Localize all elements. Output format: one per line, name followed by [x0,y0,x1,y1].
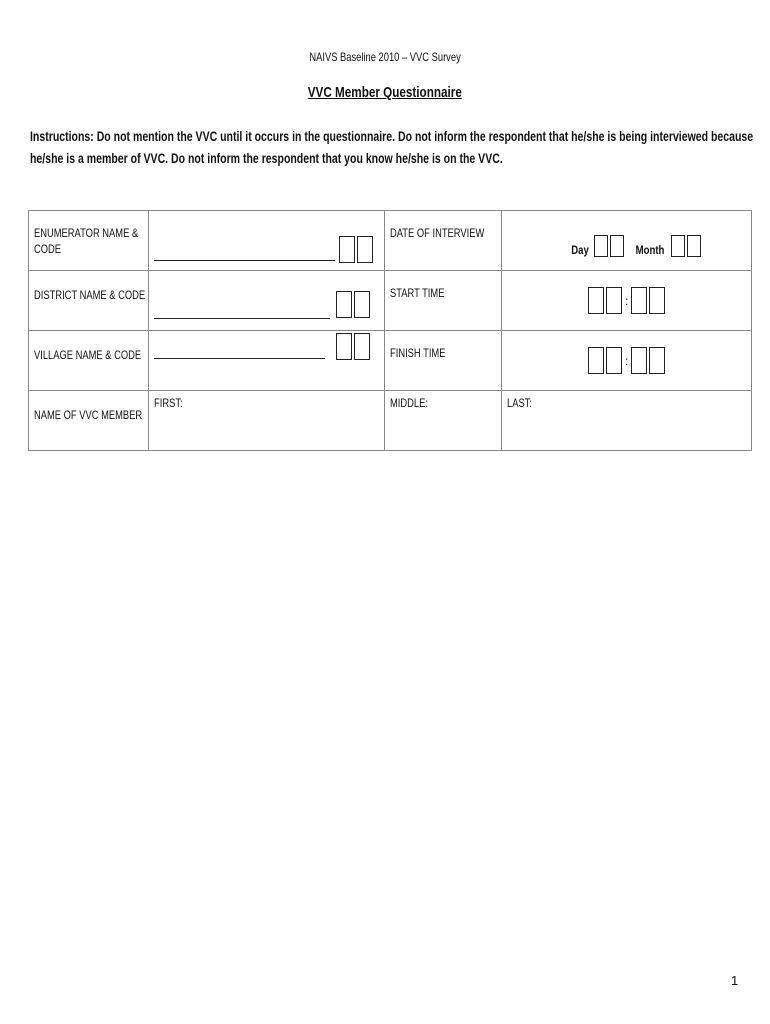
enumerator-label-line2: CODE [34,242,62,256]
finish-time-boxes [588,347,667,374]
finish-time-separator: : [625,353,629,368]
start-time-label [390,285,460,301]
page-title [0,84,770,101]
title-text: VVC Member Questionnaire [307,84,463,101]
header-text: NAIVS Baseline 2010 – VVC Survey [309,50,461,64]
last-name-label [507,395,539,411]
start-hour-digit-2[interactable] [606,287,622,314]
date-label-text: DATE OF INTERVIEW [390,226,485,240]
first-name-label [154,395,191,411]
start-hour-digit-1[interactable] [588,287,604,314]
form-row-enumerator [29,211,752,271]
enumerator-code-boxes [339,236,375,263]
form-row-village [29,331,752,391]
date-entry-cell [502,211,752,271]
start-minute-digit-1[interactable] [631,287,647,314]
enumerator-code-digit-1[interactable] [339,236,355,263]
finish-time-entry-cell [502,331,752,391]
district-label-text: DISTRICT NAME & CODE [34,288,146,302]
month-digit-2[interactable] [687,235,701,257]
middle-name-label-text: MIDDLE: [390,396,428,410]
month-digit-1[interactable] [671,235,685,257]
member-label-cell [29,391,149,451]
finish-minute-digit-1[interactable] [631,347,647,374]
middle-name-cell[interactable] [385,391,502,451]
village-code-digit-1[interactable] [336,333,352,360]
finish-hour-digit-2[interactable] [606,347,622,374]
day-digit-1[interactable] [594,235,608,257]
finish-minute-digit-2[interactable] [649,347,665,374]
village-entry-cell [149,331,385,391]
document-header [0,50,770,64]
month-label: Month [635,243,665,257]
start-label-cell [385,271,502,331]
instructions-text: Instructions: Do not mention the VVC until it occurs in the questionnaire. Do not inform the respondent that he/she is being interviewed because he/she is a member of VVC. Do not inform the respondent that you know he/she is on the VVC. [30,129,754,166]
day-month-group [569,235,703,257]
enumerator-code-digit-2[interactable] [357,236,373,263]
start-time-label-text: START TIME [390,286,445,300]
finish-hour-digit-1[interactable] [588,347,604,374]
form-row-district [29,271,752,331]
enumerator-entry-cell [149,211,385,271]
enumerator-label-cell [29,211,149,271]
last-name-cell[interactable] [502,391,752,451]
district-code-digit-1[interactable] [336,291,352,318]
middle-name-label [390,395,439,411]
village-code-boxes [336,333,372,360]
district-code-boxes [336,291,372,318]
date-label [390,225,511,241]
finish-time-label-text: FINISH TIME [390,346,446,360]
first-name-label-text: FIRST: [154,396,183,410]
village-label-cell [29,331,149,391]
start-time-entry-cell [502,271,752,331]
enumerator-name-field[interactable] [154,260,335,261]
finish-time-label [390,345,461,361]
district-label-cell [29,271,149,331]
first-name-cell[interactable] [149,391,385,451]
district-code-digit-2[interactable] [354,291,370,318]
village-code-digit-2[interactable] [354,333,370,360]
finish-label-cell [385,331,502,391]
day-digit-2[interactable] [610,235,624,257]
member-label-text: NAME OF VVC MEMBER [34,408,143,422]
form-row-member [29,391,752,451]
survey-form-table [28,210,752,451]
last-name-label-text: LAST: [507,396,532,410]
start-time-separator: : [625,293,629,308]
start-time-boxes [588,287,667,314]
village-name-field[interactable] [154,358,325,359]
district-name-field[interactable] [154,318,330,319]
date-label-cell [385,211,502,271]
start-minute-digit-2[interactable] [649,287,665,314]
district-entry-cell [149,271,385,331]
day-label: Day [571,243,589,257]
page-number: 1 [731,973,739,988]
enumerator-label-line1: ENUMERATOR NAME & [34,226,139,240]
village-label-text: VILLAGE NAME & CODE [34,348,142,362]
